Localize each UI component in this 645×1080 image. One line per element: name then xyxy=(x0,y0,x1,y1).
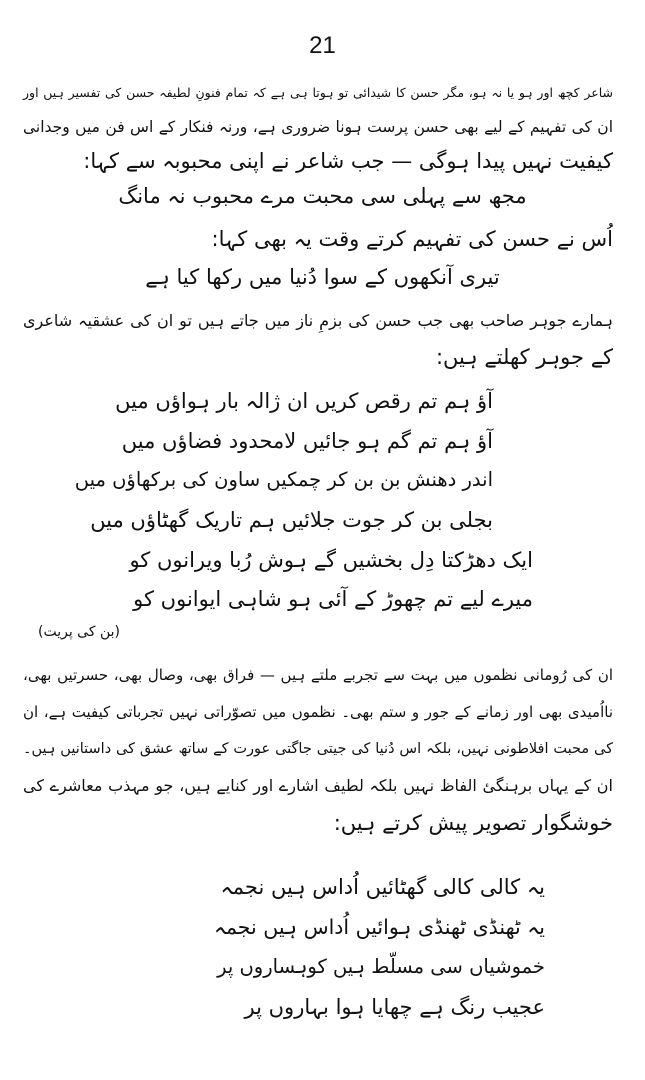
page-number: 21 xyxy=(309,32,336,59)
quote-intro-line: اُس نے حسن کی تفہیم کرتے وقت یہ بھی کہا: xyxy=(211,227,613,251)
poem-1-verse: ایک دھڑکتا دِل بخشیں گے ہوش رُبا ویرانوں کو xyxy=(129,548,533,572)
poem-1-verse: آؤ ہم تم گم ہو جائیں لامحدود فضاؤں میں xyxy=(121,429,493,453)
paragraph-3-line: کی محبت افلاطونی نہیں، بلکہ اس دُنیا کی جیتی جاگتی عورت کے ساتھ عشق کی داستانیں ہیں۔ xyxy=(23,741,613,757)
paragraph-2-line: کے جوہر کھلتے ہیں: xyxy=(435,345,613,369)
poem-1-caption: (بن کی پریت) xyxy=(38,624,120,640)
paragraph-1-line: ان کی تفہیم کے لیے بھی حسن پرست ہونا ضروری ہے، ورنہ فنکار کے اس فن میں وجدانی xyxy=(23,118,613,136)
poem-1-verse: اندر دھنش بن بن کر چمکیں ساون کی برکھاؤں میں xyxy=(74,468,493,491)
paragraph-1-line: کیفیت نہیں پیدا ہوگی — جب شاعر نے اپنی محبوبہ سے کہا: xyxy=(83,149,613,173)
paragraph-2-line: ہمارے جوہر صاحب بھی جب حسن کی بزمِ ناز میں جاتے ہیں تو ان کی عشقیہ شاعری xyxy=(23,311,613,330)
poem-2-verse: خموشیاں سی مسلّط ہیں کوہساروں پر xyxy=(217,955,545,978)
poem-2-verse: یہ ٹھنڈی ٹھنڈی ہوائیں اُداس ہیں نجمہ xyxy=(213,915,545,939)
paragraph-3-line: ان کے یہاں برہنگئ الفاظ نہیں بلکہ لطیف اشارے اور کنایے ہیں، جو مہذب معاشرے کی xyxy=(23,776,613,795)
poem-2-verse: عجیب رنگ ہے چھایا ہوا بہاروں پر xyxy=(244,995,545,1019)
paragraph-1-line: شاعر کچھ اور ہو یا نہ ہو، مگر حسن کا شیدائی تو ہوتا ہی ہے کہ تمام فنونِ لطیفہ حسن کی تفسیر ہیں اور xyxy=(23,85,613,100)
poem-1-verse: بجلی بن کر جوت جلائیں ہم تاریک گھٹاؤں میں xyxy=(90,508,493,532)
paragraph-3-line: خوشگوار تصویر پیش کرتے ہیں: xyxy=(333,811,613,835)
paragraph-3-line: ان کی رُومانی نظموں میں بہت سے تجربے ملتے ہیں — فراق بھی، وصال بھی، حسرتیں بھی، xyxy=(23,666,613,684)
quoted-verse-1: مجھ سے پہلی سی محبت مرے محبوب نہ مانگ xyxy=(118,184,527,208)
poem-1-verse: آؤ ہم تم رقص کریں ان ژالہ بار ہواؤں میں xyxy=(115,389,493,413)
poem-2-verse: یہ کالی کالی گھٹائیں اُداس ہیں نجمہ xyxy=(220,875,545,899)
paragraph-3-line: نااُمیدی بھی اور زمانے کے جور و ستم بھی۔ نظموں میں تصوّراتی نہیں تجرباتی کیفیت ہے، ان xyxy=(23,703,613,721)
quoted-verse-2: تیری آنکھوں کے سوا دُنیا میں رکھا کیا ہے xyxy=(145,265,500,289)
poem-1-verse: میرے لیے تم چھوڑ کے آئی ہو شاہی ایوانوں کو xyxy=(133,587,533,611)
